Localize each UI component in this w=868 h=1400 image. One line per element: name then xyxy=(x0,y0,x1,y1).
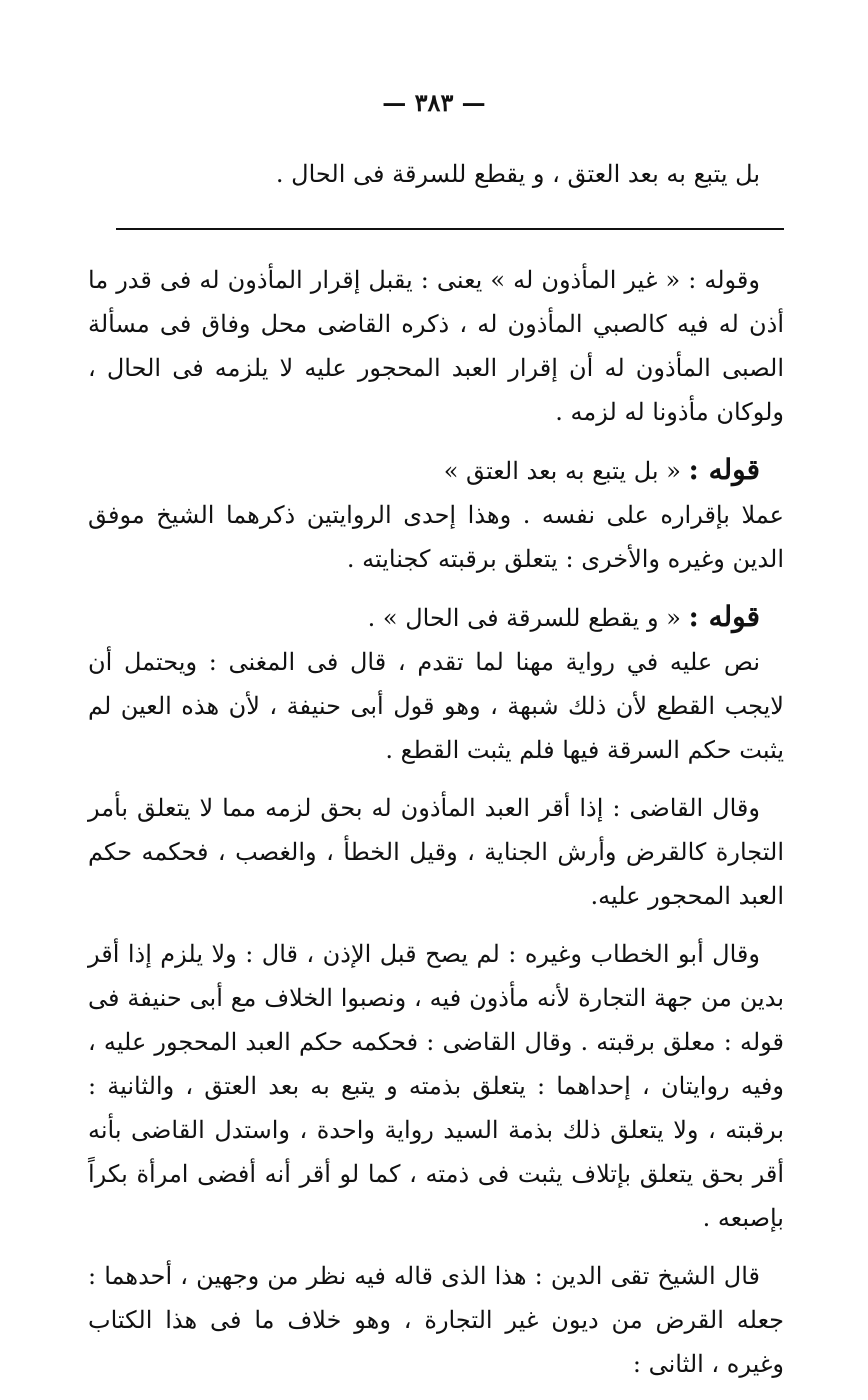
body-text xyxy=(88,258,784,1400)
heading-3-keyword: قوله : xyxy=(688,600,760,633)
paragraph-6: قال الشيخ تقى الدين : هذا الذى قاله فيه نظر من وجهين ، أحدهما : جعله القرض من ديون غير التجارة ، وهو خلاف ما فى هذا الكتاب وغيره ، الثانى : xyxy=(88,1262,784,1378)
section-divider xyxy=(116,228,784,230)
paragraph-2: عملا بإقراره على نفسه . وهذا إحدى الروايتين ذكرهما الشيخ موفق الدين وغيره والأخرى : يتعلق برقبته كجنايته . xyxy=(88,501,784,573)
heading-3 xyxy=(88,595,784,640)
heading-2-text: « بل يتبع به بعد العتق » xyxy=(443,457,689,485)
paragraph-4: وقال القاضى : إذا أقر العبد المأذون له بحق لزمه مما لا يتعلق بأمر التجارة كالقرض وأرش الجناية ، وقيل الخطأ ، والغصب ، فحكمه حكم العبد المحجور عليه. xyxy=(88,794,784,910)
paragraph-5: وقال أبو الخطاب وغيره : لم يصح قبل الإذن ، قال : ولا يلزم إذا أقر بدين من جهة التجارة لأنه مأذون فيه ، ونصبوا الخلاف مع أبى حنيفة فى قوله : معلق برقبته . وقال القاضى : فحكمه حكم العبد المحجور عليه ، وفيه روايتان ، إحداهما : يتعلق بذمته و يتبع به بعد العتق ، والثانية : برقبته ، ولا يتعلق ذلك بذمة السيد رواية واحدة ، واستدل القاضى بأنه أقر بحق يتعلق بإتلاف يثبت فى ذمته ، كما لو أقر أنه أفضى امرأة بكراً بإصبعه . xyxy=(88,940,784,1232)
heading-2-keyword: قوله : xyxy=(688,453,760,486)
paragraph-1: وقوله : « غير المأذون له » يعنى : يقبل إقرار المأذون له فى قدر ما أذن له فيه كالصبي المأذون له ، ذكره القاضى محل وفاق فى مسألة الصبى المأذون له أن إقرار العبد المحجور عليه لا يلزمه فى الحال ، ولوكان مأذونا له لزمه . xyxy=(88,266,784,426)
heading-2 xyxy=(88,448,784,493)
paragraph-3: نص عليه في رواية مهنا لما تقدم ، قال فى المغنى : ويحتمل أن لايجب القطع لأن ذلك شبهة ، وهو قول أبى حنيفة ، لأن هذه العين لم يثبت حكم السرقة فيها فلم يثبت القطع . xyxy=(88,648,784,764)
top-section xyxy=(88,152,784,196)
page-number: — ٣٨٣ — xyxy=(382,88,486,117)
heading-3-text: « و يقطع للسرقة فى الحال » . xyxy=(367,604,689,632)
top-section-line: بل يتبع به بعد العتق ، و يقطع للسرقة فى الحال . xyxy=(275,160,760,188)
